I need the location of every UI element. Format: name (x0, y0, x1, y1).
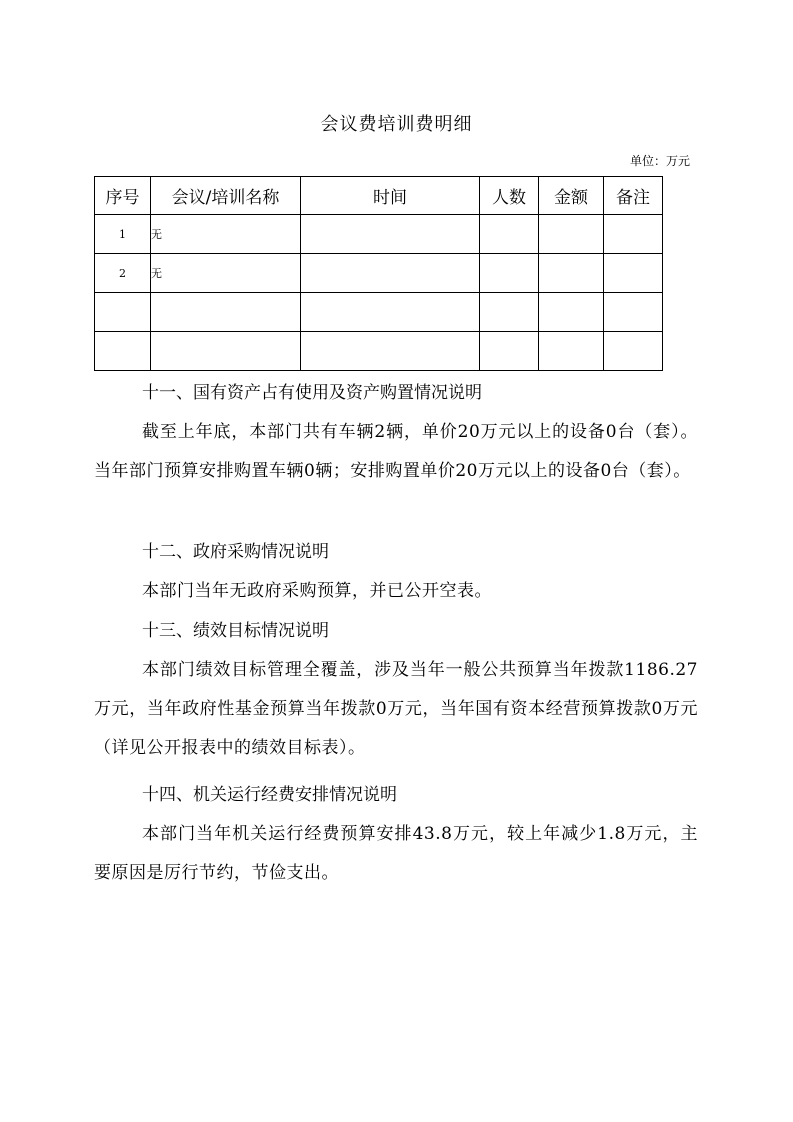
section-performance (94, 612, 698, 768)
section-body: 本部门绩效目标管理全覆盖，涉及当年一般公共预算当年拨款1186.27万元，当年政府性基金预算当年拨款0万元，当年国有资本经营预算拨款0万元（详见公开报表中的绩效目标表）。 (94, 660, 698, 758)
meeting-training-table (94, 176, 663, 371)
section-heading: 十一、国有资产占有使用及资产购置情况说明 (142, 383, 482, 403)
header-name: 会议/培训名称 (151, 177, 301, 215)
section-operating-expenses (94, 776, 698, 893)
cell-seq (95, 332, 151, 371)
cell-seq: 1 (95, 215, 151, 254)
table-header-row (95, 177, 663, 215)
table-row (95, 332, 663, 371)
cell-remark (604, 293, 663, 332)
section-heading: 十四、机关运行经费安排情况说明 (142, 785, 397, 805)
cell-name: 无 (151, 254, 301, 293)
cell-people (480, 215, 539, 254)
header-people: 人数 (480, 177, 539, 215)
header-remark: 备注 (604, 177, 663, 215)
header-time: 时间 (301, 177, 480, 215)
cell-seq (95, 293, 151, 332)
cell-name (151, 332, 301, 371)
cell-seq: 2 (95, 254, 151, 293)
cell-time (301, 293, 480, 332)
unit-label: 单位：万元 (629, 154, 690, 168)
cell-amount (539, 293, 604, 332)
header-amount: 金额 (539, 177, 604, 215)
section-body: 截至上年底，本部门共有车辆2辆，单价20万元以上的设备0台（套）。当年部门预算安排购置车辆0辆；安排购置单价20万元以上的设备0台（套）。 (94, 422, 698, 481)
cell-name: 无 (151, 215, 301, 254)
section-assets (94, 374, 698, 491)
header-seq: 序号 (95, 177, 151, 215)
section-body: 本部门当年无政府采购预算，并已公开空表。 (142, 581, 492, 601)
cell-time (301, 332, 480, 371)
table-row (95, 215, 663, 254)
cell-remark (604, 215, 663, 254)
cell-amount (539, 215, 604, 254)
table-title: 会议费培训费明细 (320, 114, 473, 135)
cell-name (151, 293, 301, 332)
section-body: 本部门当年机关运行经费预算安排43.8万元，较上年减少1.8万元，主要原因是厉行节约，节俭支出。 (94, 824, 698, 883)
cell-amount (539, 254, 604, 293)
cell-people (480, 254, 539, 293)
cell-time (301, 215, 480, 254)
cell-people (480, 332, 539, 371)
section-heading: 十二、政府采购情况说明 (142, 542, 329, 562)
cell-amount (539, 332, 604, 371)
section-heading: 十三、绩效目标情况说明 (142, 621, 329, 641)
cell-people (480, 293, 539, 332)
cell-time (301, 254, 480, 293)
table-row (95, 254, 663, 293)
section-procurement (94, 533, 698, 611)
cell-remark (604, 254, 663, 293)
cell-remark (604, 332, 663, 371)
table-row (95, 293, 663, 332)
